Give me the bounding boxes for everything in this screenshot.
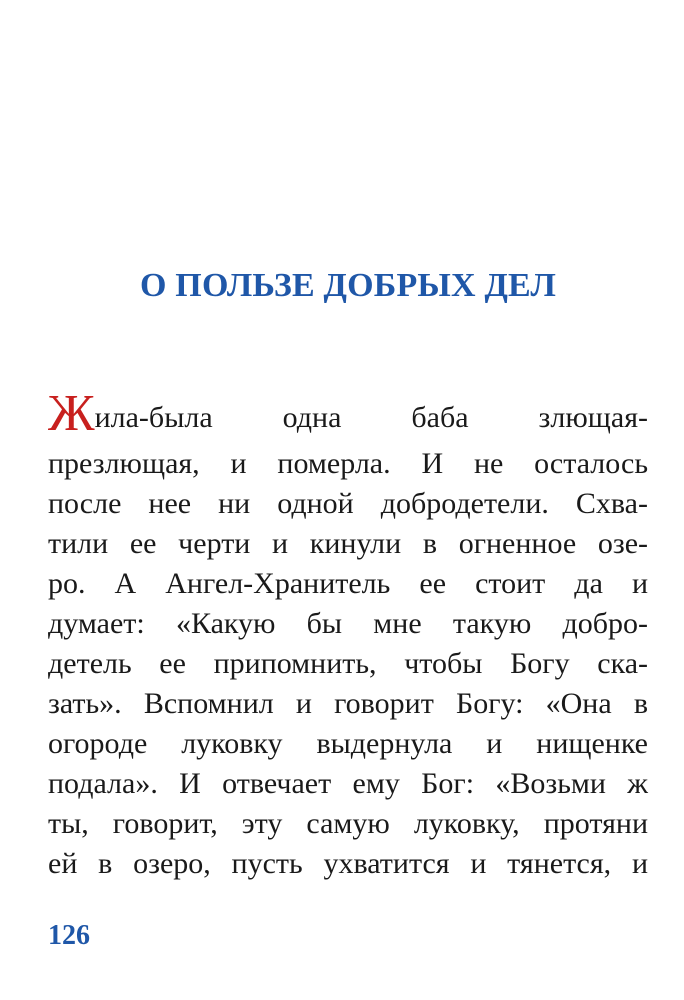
drop-cap: Ж (48, 385, 95, 442)
text-line: ро. А Ангел-Хранитель ее стоит да и (48, 567, 648, 600)
text-line: после нее ни одной добродетели. Схва- (48, 487, 648, 520)
story-text (48, 385, 648, 884)
text-line: тили ее черти и кинули в огненное озе- (48, 527, 648, 560)
text-line: ты, говорит, эту самую луковку, протяни (48, 807, 648, 840)
first-line-text: ила-была одна баба злющая- (94, 401, 648, 434)
text-line-first (48, 385, 648, 444)
text-line: ей в озеро, пусть ухватится и тянется, и (48, 847, 648, 880)
page-number: 126 (48, 920, 90, 951)
text-line: презлющая, и померла. И не осталось (48, 447, 648, 480)
text-line: огороде луковку выдернула и нищенке (48, 727, 648, 760)
text-line: детель ее припомнить, чтобы Богу ска- (48, 647, 648, 680)
chapter-title: О ПОЛЬЗЕ ДОБРЫХ ДЕЛ (139, 267, 557, 304)
text-line: подала». И отвечает ему Бог: «Возьми ж (48, 767, 648, 800)
text-line: думает: «Какую бы мне такую добро- (48, 607, 648, 640)
text-line: зать». Вспомнил и говорит Богу: «Она в (48, 687, 648, 720)
